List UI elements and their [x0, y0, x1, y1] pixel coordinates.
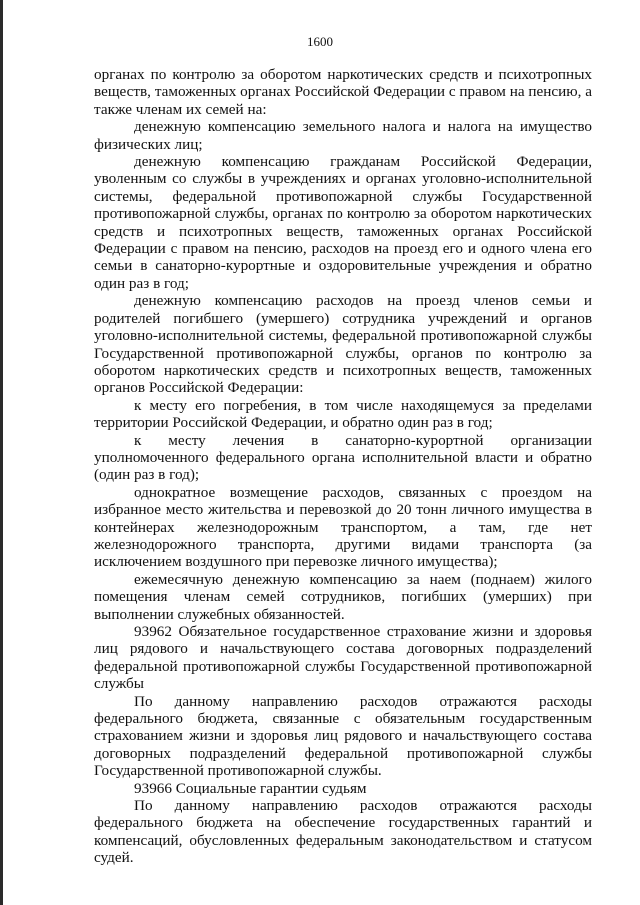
paragraph-relocation-reimbursement: однократное возмещение расходов, связанных с проездом на избранное место жительства и перевозкой до 20 тонн личного имущества в контейнерах железнодорожным транспортом, а там, где нет железнодорожного транспорта, другими видами транспорта (за исключением воздушного при перевозке личного имущества);: [94, 483, 592, 571]
paragraph-land-tax-compensation: денежную компенсацию земельного налога и налога на имущество физических лиц;: [94, 118, 592, 153]
paragraph-continuation: органах по контролю за оборотом наркотических средств и психотропных веществ, таможенных органах Российской Федерации с правом на пенсию, а также членам их семей на:: [94, 66, 592, 118]
paragraph-housing-compensation: ежемесячную денежную компенсацию за наем (поднаем) жилого помещения членам семей сотрудников, погибших (умерших) при выполнении служебных обязанностей.: [94, 570, 592, 623]
paragraph-93962-description: По данному направлению расходов отражаются расходы федерального бюджета, связанные с обязательным государственным страхованием жизни и здоровья лиц рядового и начальствующего состава договорных подразделений федеральной противопожарной службы Государственной противопожарной службы.: [94, 692, 592, 780]
paragraph-burial-place: к месту его погребения, в том числе находящемуся за пределами территории Российской Федерации, и обратно один раз в год;: [94, 396, 592, 432]
paragraph-treatment-place: к месту лечения в санаторно-курортной организации уполномоченного федерального органа исполнительной власти и обратно (один раз в год);: [94, 431, 592, 484]
paragraph-travel-compensation-citizens: денежную компенсацию гражданам Российской Федерации, уволенным со службы в учреждениях и органах уголовно-исполнительной системы, федеральной противопожарной службы Государственной противопожарной службы, органах по контролю за оборотом наркотических средств и психотропных веществ, таможенных органах Российской Федерации с правом на пенсию, расходов на проезд его и одного члена его семьи в санаторно-курортные и оздоровительные учреждения и обратно один раз в год;: [94, 153, 592, 292]
section-heading-93962: 93962 Обязательное государственное страхование жизни и здоровья лиц рядового и начальствующего состава договорных подразделений федеральной противопожарной службы Государственной противопожарной службы: [94, 623, 592, 693]
page-number: 1600: [307, 34, 333, 49]
scan-edge: [0, 0, 3, 905]
paragraph-93966-description: По данному направлению расходов отражаются расходы федерального бюджета на обеспечение государственных гарантий и компенсаций, обусловленных федеральным законодательством и статусом судей.: [94, 797, 592, 867]
document-body: [94, 66, 592, 867]
paragraph-travel-compensation-family: денежную компенсацию расходов на проезд членов семьи и родителей погибшего (умершего) сотрудника учреждений и органов уголовно-исполнительной системы, федеральной противопожарной службы Государственной противопожарной службы, органов по контролю за оборотом наркотических средств и психотропных веществ, таможенных органов Российской Федерации:: [94, 292, 592, 397]
section-heading-93966: 93966 Социальные гарантии судьям: [134, 779, 367, 797]
